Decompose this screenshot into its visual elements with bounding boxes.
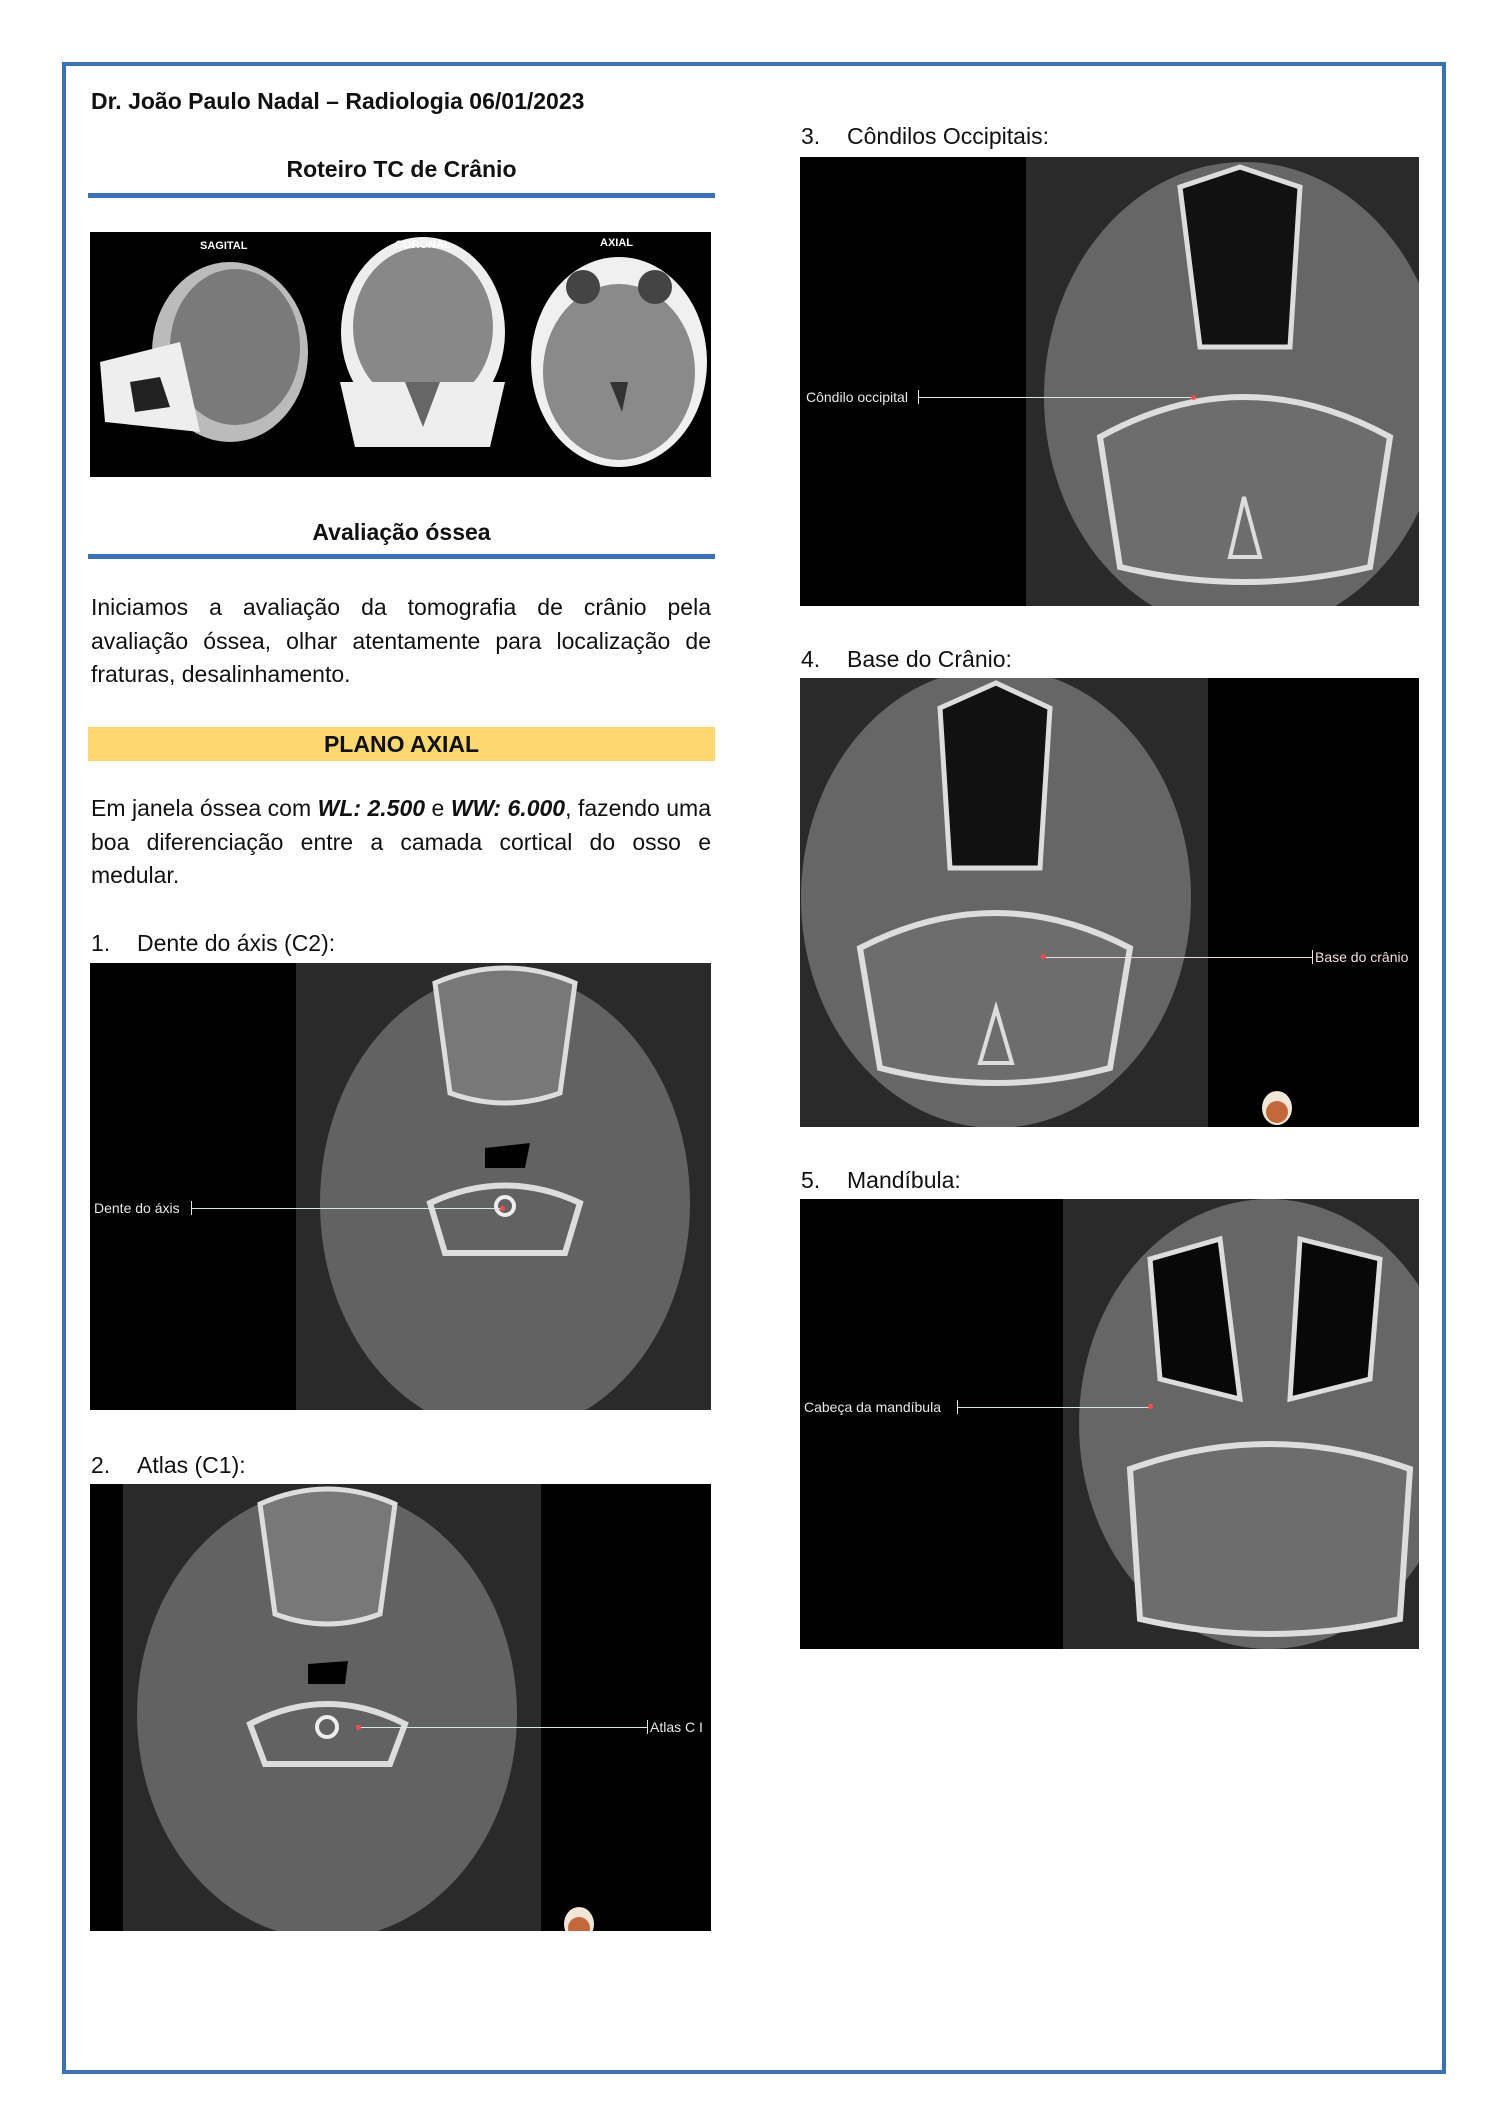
annotation-line — [360, 1727, 647, 1728]
overview-ct-image — [90, 232, 711, 477]
section-title-roteiro: Roteiro TC de Crânio — [286, 156, 517, 182]
marker-dot — [356, 1725, 361, 1730]
annotation-line — [192, 1208, 502, 1209]
item-number: 2. — [91, 1452, 111, 1478]
marker-dot — [1041, 954, 1046, 959]
ww-value: WW: 6.000 — [450, 795, 566, 821]
ct-image-base-cranio — [800, 678, 1419, 1127]
ct-image-atlas — [90, 1484, 711, 1931]
marker-dot — [1148, 1404, 1153, 1409]
intro-paragraph: Iniciamos a avaliação da tomografia de crânio pela avaliação óssea, olhar atentamente para localização de fraturas, desalinhamento. — [91, 594, 711, 687]
marker-dot — [1191, 395, 1196, 400]
title-rule — [88, 554, 715, 559]
annotation-line — [958, 1407, 1150, 1408]
annotation-tick — [647, 1720, 648, 1734]
item-heading-1 — [91, 930, 335, 957]
document-header: Dr. João Paulo Nadal – Radiologia 06/01/2023 — [91, 88, 585, 114]
annotation-line — [919, 397, 1193, 398]
item-heading-4 — [801, 646, 1012, 673]
orientation-head-icon — [1260, 1088, 1294, 1126]
item-number: 4. — [801, 646, 821, 672]
annotation-condilo: Côndilo occipital — [806, 389, 908, 405]
annotation-line — [1045, 957, 1312, 958]
item-heading-2 — [91, 1452, 246, 1479]
item-number: 5. — [801, 1167, 821, 1193]
text: , fazendo uma boa diferenciação entre a camada cortical do osso e medular. — [91, 795, 712, 888]
marker-dot — [500, 1206, 505, 1211]
label-axial: AXIAL — [600, 237, 633, 249]
ct-image-dente-axis — [90, 963, 711, 1410]
sagittal-head — [100, 262, 308, 442]
annotation-base-cranio: Base do crânio — [1315, 949, 1409, 965]
item-heading-5 — [801, 1167, 961, 1194]
item-title: Base do Crânio: — [847, 646, 1012, 672]
item-number: 3. — [801, 123, 821, 149]
annotation-tick — [1312, 950, 1313, 964]
item-title: Dente do áxis (C2): — [137, 930, 336, 956]
annotation-cabeca-mandibula: Cabeça da mandíbula — [804, 1399, 941, 1415]
item-title: Côndilos Occipitais: — [847, 123, 1049, 149]
annotation-atlas: Atlas C I — [650, 1719, 703, 1735]
ct-image-mandibula — [800, 1199, 1419, 1649]
annotation-dente-axis: Dente do áxis — [94, 1200, 180, 1216]
label-sagital: SAGITAL — [200, 240, 248, 252]
window-paragraph — [91, 792, 711, 893]
ct-image-condilos — [800, 157, 1419, 606]
item-number: 1. — [91, 930, 111, 956]
label-coronal: CORONAL — [395, 239, 451, 251]
text: Em janela óssea com — [91, 795, 318, 821]
item-title: Atlas (C1): — [137, 1452, 246, 1478]
item-title: Mandíbula: — [847, 1167, 961, 1193]
plano-axial-banner: PLANO AXIAL — [88, 727, 715, 761]
orientation-head-icon — [562, 1904, 596, 1931]
title-rule — [88, 193, 715, 198]
item-heading-3 — [801, 123, 1049, 150]
axial-head — [531, 257, 707, 467]
wl-value: WL: 2.500 — [317, 795, 426, 821]
text: e — [425, 795, 451, 821]
section-title-avaliacao: Avaliação óssea — [312, 519, 491, 545]
coronal-head — [340, 237, 505, 447]
